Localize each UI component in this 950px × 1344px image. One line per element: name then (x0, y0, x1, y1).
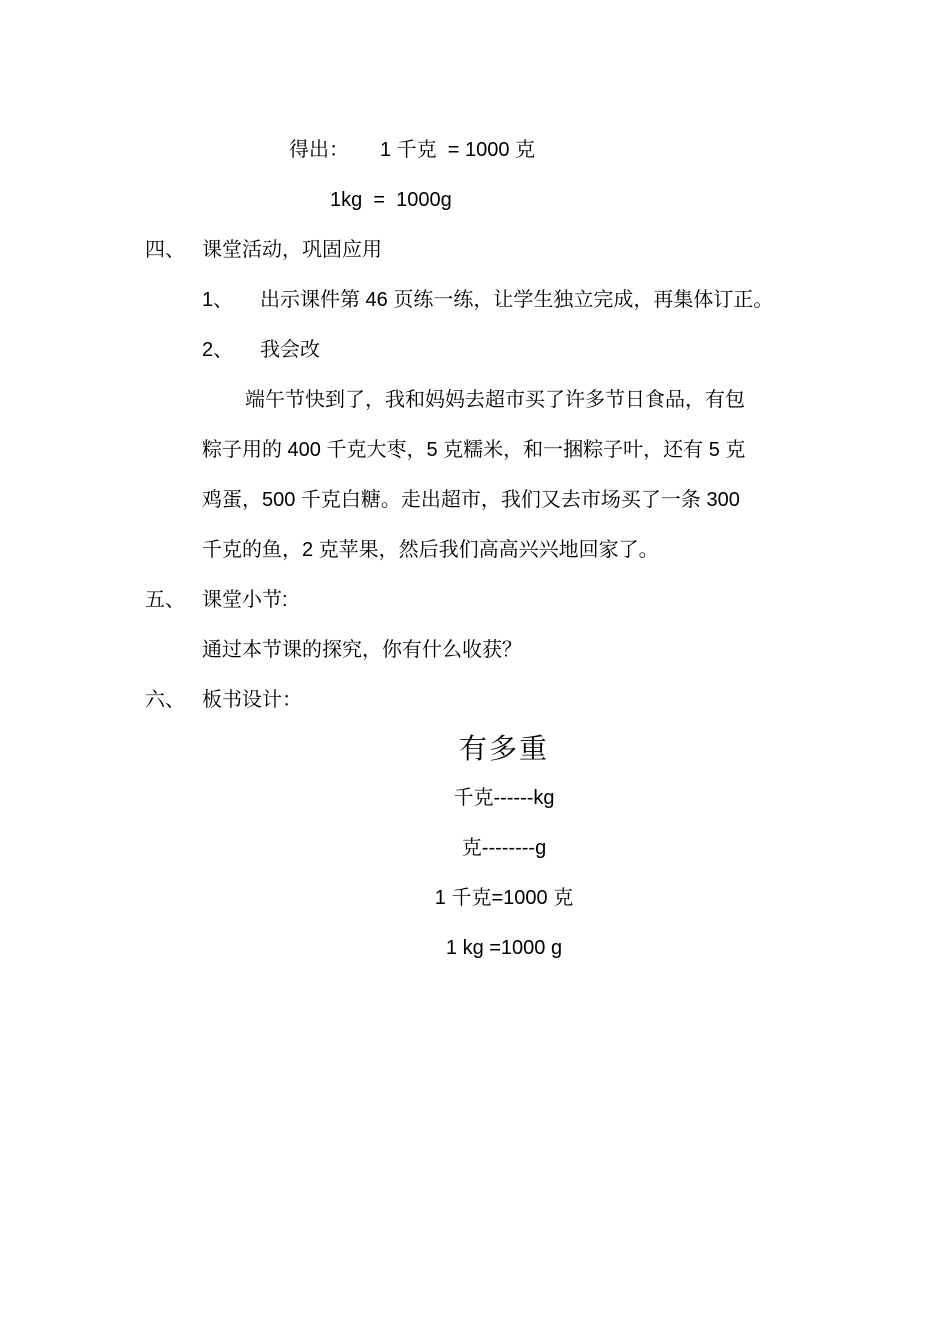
formula-chinese-units: 1 千克 = 1000 克 (380, 139, 536, 161)
board-title: 有多重 (458, 733, 549, 764)
story-line-2: 粽子用的 400 千克大枣，5 克糯米，和一捆粽子叶，还有 5 克 (202, 439, 746, 461)
item-2-text: 我会改 (260, 339, 320, 361)
formula-symbol-units: 1kg = 1000g (330, 189, 452, 211)
section-6-number: 六、 (145, 689, 185, 711)
item-2-number: 2、 (202, 339, 234, 361)
board-line-equation-chinese: 1 千克=1000 克 (434, 887, 574, 909)
board-line-gram: 克--------g (461, 837, 547, 859)
section-4-title: 课堂活动，巩固应用 (202, 239, 382, 261)
story-line-1: 端午节快到了，我和妈妈去超市买了许多节日食品，有包 (245, 389, 745, 411)
story-line-4: 千克的鱼，2 克苹果，然后我们高高兴兴地回家了。 (202, 539, 659, 561)
section-5-number: 五、 (145, 589, 185, 611)
section-6-title: 板书设计： (202, 689, 302, 711)
story-line-3: 鸡蛋，500 千克白糖。走出超市，我们又去市场买了一条 300 (202, 489, 740, 511)
section-5-title: 课堂小节: (202, 589, 288, 611)
item-1-number: 1、 (202, 289, 234, 311)
board-line-kilogram: 千克------kg (453, 787, 555, 809)
derivation-label: 得出： (289, 139, 349, 161)
item-1-text: 出示课件第 46 页练一练，让学生独立完成，再集体订正。 (260, 289, 774, 311)
board-line-equation-symbols: 1 kg =1000 g (445, 937, 563, 959)
section-5-question: 通过本节课的探究，你有什么收获？ (202, 639, 522, 661)
section-4-number: 四、 (145, 239, 185, 261)
